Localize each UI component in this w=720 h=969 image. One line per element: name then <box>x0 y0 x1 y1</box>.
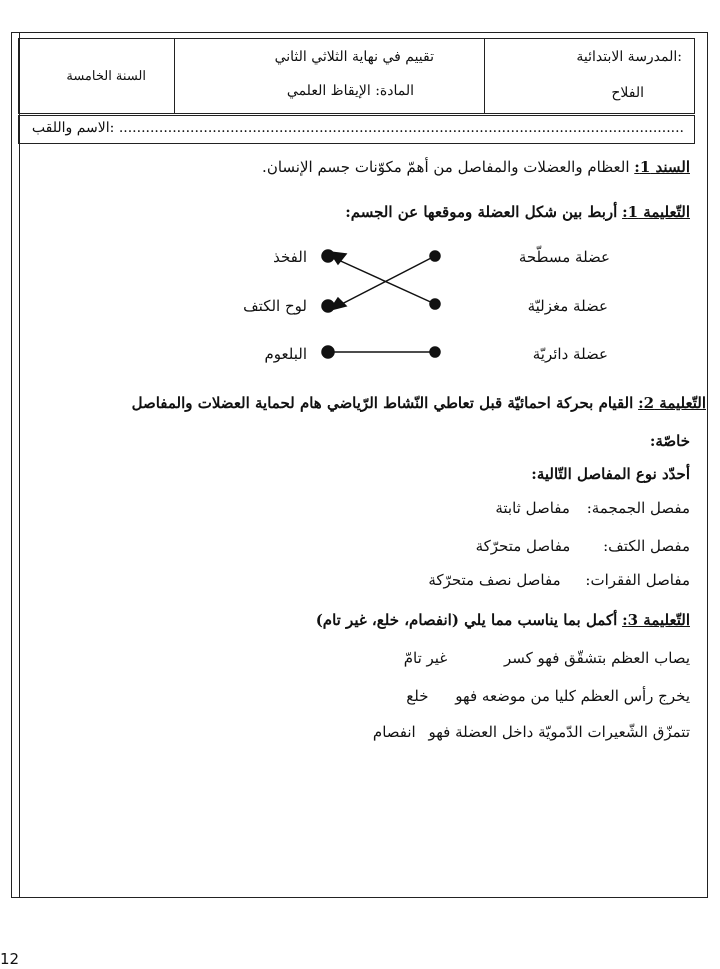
joint-row-3 <box>428 571 690 589</box>
muscle-shape-1: عضلة مسطّحة <box>518 248 610 266</box>
match-line-1 <box>334 256 435 308</box>
dot-right-3 <box>322 346 334 358</box>
support-text: العظام والعضلات والمفاصل من أهمّ مكوّنات جسم الإنسان. <box>262 158 630 176</box>
support-line <box>262 158 690 176</box>
location-1: الفخذ <box>273 248 307 266</box>
joint-type-2: مفاصل متحرّكة <box>475 537 571 555</box>
joint-3: مفاصل الفقرات: <box>585 571 690 589</box>
answer-1: غير تامّ <box>403 649 448 667</box>
joint-1: مفصل الجمجمة: <box>586 499 690 517</box>
joint-row-2 <box>476 537 690 555</box>
task2-line <box>132 394 706 412</box>
joint-2: مفصل الكتف: <box>603 537 690 555</box>
location-2: لوح الكتف <box>243 297 307 315</box>
fracture-row-1 <box>404 649 690 667</box>
fracture-row-3 <box>373 723 690 741</box>
joint-type-1: مفاصل ثابتة <box>495 499 570 517</box>
location-3: البلعوم <box>264 345 307 363</box>
sentence-1: يصاب العظم بتشقّق فهو كسر <box>503 649 690 667</box>
left-margin-bar <box>12 33 20 897</box>
grade: السنة الخامسة <box>66 69 146 84</box>
task2-text: القيام بحركة احمائيّة قبل تعاطي النّشاط الرّياضي هام لحماية العضلات والمفاصل <box>131 394 634 412</box>
exam-title: تقييم في نهاية الثلاثي الثاني <box>274 49 434 65</box>
fracture-row-2 <box>406 687 690 705</box>
task2-question: أحدّد نوع المفاصل التّالية: <box>531 465 690 483</box>
task3-label: التّعليمة 3: <box>622 611 690 629</box>
joint-type-3: مفاصل نصف متحرّكة <box>428 571 561 589</box>
school-label: المدرسة الابتدائية: <box>576 49 682 65</box>
matching-lines <box>300 240 460 370</box>
task1-label: التّعليمة 1: <box>622 203 690 221</box>
name-label: الاسم واللقب: ............................................................................................................................... <box>31 120 684 136</box>
task3-line <box>316 611 690 629</box>
joint-row-1 <box>495 499 690 517</box>
grade-cell <box>19 39 176 113</box>
task2-label: التّعليمة 2: <box>638 394 706 412</box>
page-number: 12 <box>0 950 20 968</box>
subject: المادة: الإيقاظ العلمي <box>286 83 414 99</box>
name-row <box>18 115 695 144</box>
task1-text: أربط بين شكل العضلة وموقعها عن الجسم: <box>345 203 618 221</box>
school-name: الفلاح <box>611 85 644 101</box>
exam-cell <box>174 39 484 113</box>
dot-left-3 <box>430 347 440 357</box>
school-cell <box>484 39 694 113</box>
header-table <box>18 38 695 114</box>
task1-line <box>345 203 690 221</box>
support-label: السند 1: <box>634 158 690 176</box>
muscle-shape-3: عضلة دائريّة <box>532 345 608 363</box>
dot-left-2 <box>430 299 440 309</box>
task2-text2: خاصّة: <box>649 432 690 450</box>
answer-3: انفصام <box>372 723 416 741</box>
task3-text: أكمل بما يناسب مما يلي (انفصام، خلع، غير تام) <box>315 611 618 629</box>
match-line-2 <box>334 258 435 304</box>
dot-left-1 <box>430 251 440 261</box>
sentence-2: يخرج رأس العظم كليا من موضعه فهو <box>455 687 690 705</box>
sentence-3: تتمزّق الشّعيرات الدّمويّة داخل العضلة فهو <box>428 723 690 741</box>
answer-2: خلع <box>406 687 429 705</box>
muscle-shape-2: عضلة مغزليّة <box>527 297 608 315</box>
